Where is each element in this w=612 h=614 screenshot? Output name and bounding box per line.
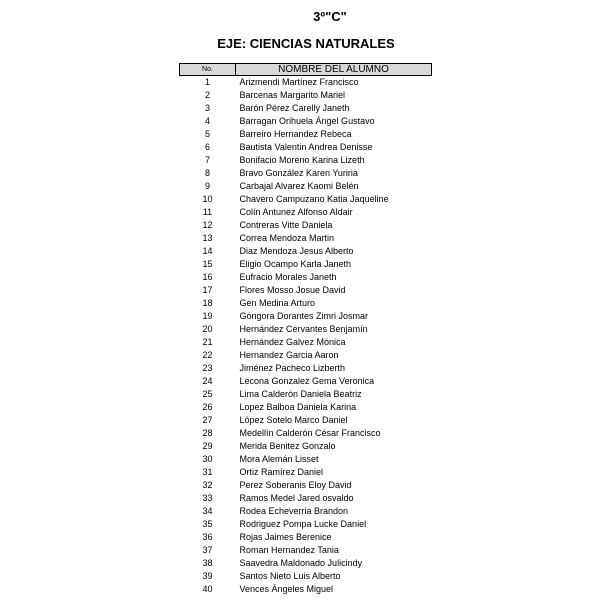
subject-title: EJE: CIENCIAS NATURALES bbox=[217, 36, 395, 51]
student-number: 28 bbox=[202, 428, 213, 438]
student-name: Lecona Gonzalez Gema Veronica bbox=[239, 376, 375, 386]
column-header-student-name: NOMBRE DEL ALUMNO bbox=[236, 64, 432, 76]
table-row bbox=[180, 544, 432, 557]
table-row bbox=[180, 505, 432, 518]
table-row bbox=[180, 570, 432, 583]
student-number: 6 bbox=[204, 142, 210, 152]
student-name: Saavedra Maldonado Julicindy bbox=[239, 558, 363, 568]
table-row bbox=[180, 219, 432, 232]
student-name: Diaz Mendoza Jesus Alberto bbox=[239, 246, 354, 256]
student-number: 3 bbox=[204, 103, 210, 113]
student-number: 33 bbox=[202, 493, 213, 503]
student-number: 26 bbox=[202, 402, 213, 412]
student-number: 35 bbox=[202, 519, 213, 529]
table-row bbox=[180, 167, 432, 180]
table-row bbox=[180, 531, 432, 544]
table-row bbox=[180, 414, 432, 427]
table-row bbox=[180, 466, 432, 479]
student-name: Eufracio Morales Janeth bbox=[239, 272, 337, 282]
table-row bbox=[180, 349, 432, 362]
student-number: 2 bbox=[204, 90, 210, 100]
student-number: 18 bbox=[202, 298, 213, 308]
student-name: Medellín Calderón César Francisco bbox=[239, 428, 381, 438]
student-name: Lopez Balboa Daniela Karina bbox=[239, 402, 357, 412]
student-number: 15 bbox=[202, 259, 213, 269]
table-row bbox=[180, 362, 432, 375]
student-number: 8 bbox=[204, 168, 210, 178]
student-name: Bravo González Karen Yuriria bbox=[239, 168, 358, 178]
student-name: Barcenas Margarito Mariel bbox=[239, 90, 346, 100]
table-row bbox=[180, 232, 432, 245]
student-name: Correa Mendoza Martin bbox=[239, 233, 335, 243]
table-row bbox=[180, 258, 432, 271]
table-row bbox=[180, 323, 432, 336]
student-number: 25 bbox=[202, 389, 213, 399]
student-number: 39 bbox=[202, 571, 213, 581]
student-name: Flores Mosso Josue David bbox=[239, 285, 346, 295]
student-number: 14 bbox=[202, 246, 213, 256]
table-row bbox=[180, 76, 432, 90]
student-number: 27 bbox=[202, 415, 213, 425]
student-name: Barón Pérez Carelly Janeth bbox=[239, 103, 350, 113]
table-row bbox=[180, 375, 432, 388]
student-number: 16 bbox=[202, 272, 213, 282]
table-row bbox=[180, 206, 432, 219]
student-name: Colín Antunez Alfonso Aldair bbox=[239, 207, 353, 217]
student-number: 24 bbox=[202, 376, 213, 386]
student-name: Hernandez Garcia Aaron bbox=[239, 350, 339, 360]
student-name: Góngora Dorantes Zimri Josmar bbox=[239, 311, 369, 321]
table-row bbox=[180, 89, 432, 102]
student-name: Merida Benitez Gonzalo bbox=[239, 441, 336, 451]
table-row bbox=[180, 115, 432, 128]
student-number: 4 bbox=[204, 116, 210, 126]
student-number: 32 bbox=[202, 480, 213, 490]
table-row bbox=[180, 492, 432, 505]
table-row bbox=[180, 128, 432, 141]
student-name: Hernández Galvez Mónica bbox=[239, 337, 346, 347]
column-header-number: No. bbox=[180, 64, 236, 76]
student-name: Barragan Orihuela Ángel Gustavo bbox=[239, 116, 375, 126]
table-row bbox=[180, 557, 432, 570]
table-row bbox=[180, 284, 432, 297]
table-row bbox=[180, 336, 432, 349]
student-name: Chavero Campuzano Katia Jaqueline bbox=[239, 194, 389, 204]
student-name: López Sotelo Marco Daniel bbox=[239, 415, 348, 425]
student-name: Bautista Valentin Andrea Denisse bbox=[239, 142, 373, 152]
student-number: 23 bbox=[202, 363, 213, 373]
student-name: Jiménez Pacheco Lizberth bbox=[239, 363, 346, 373]
student-number: 11 bbox=[202, 207, 213, 217]
student-number: 7 bbox=[204, 155, 210, 165]
student-name: Gen Medina Arturo bbox=[239, 298, 316, 308]
student-name: Rojas Jaimes Berenice bbox=[239, 532, 332, 542]
student-name: Vences Ángeles Miguel bbox=[239, 584, 334, 594]
student-number: 21 bbox=[202, 337, 213, 347]
table-row bbox=[180, 440, 432, 453]
student-number: 30 bbox=[202, 454, 213, 464]
student-number: 17 bbox=[202, 285, 213, 295]
table-row bbox=[180, 154, 432, 167]
table-row bbox=[180, 583, 432, 596]
student-number: 10 bbox=[202, 194, 213, 204]
student-name: Ramos Medel Jared osvaldo bbox=[239, 493, 354, 503]
table-row bbox=[180, 401, 432, 414]
table-row bbox=[180, 180, 432, 193]
student-number: 36 bbox=[202, 532, 213, 542]
table-row bbox=[180, 297, 432, 310]
table-row bbox=[180, 427, 432, 440]
student-name: Contreras Vitte Daniela bbox=[239, 220, 333, 230]
student-name: Mora Alemán Lisset bbox=[239, 454, 319, 464]
student-name: Bonifacio Moreno Karina Lizeth bbox=[239, 155, 365, 165]
student-number: 1 bbox=[204, 77, 210, 87]
table-body bbox=[180, 76, 432, 597]
table-row bbox=[180, 102, 432, 115]
table-row bbox=[180, 271, 432, 284]
table-header-row bbox=[180, 64, 432, 76]
table-row bbox=[180, 479, 432, 492]
student-number: 38 bbox=[202, 558, 213, 568]
student-name: Hernández Cervantes Benjamín bbox=[239, 324, 368, 334]
student-name: Santos Nieto Luis Alberto bbox=[239, 571, 341, 581]
group-title: 3º"C" bbox=[313, 9, 347, 24]
table-row bbox=[180, 518, 432, 531]
student-number: 20 bbox=[202, 324, 213, 334]
student-name: Arizmendi Martínez Francisco bbox=[239, 77, 359, 87]
student-name: Ortiz Ramírez Daniel bbox=[239, 467, 324, 477]
student-name: Perez Soberanis Eloy David bbox=[239, 480, 352, 490]
student-name: Roman Hernandez Tania bbox=[239, 545, 339, 555]
table-row bbox=[180, 310, 432, 323]
student-name: Carbajal Alvarez Kaomi Belén bbox=[239, 181, 359, 191]
student-name: Rodriguez Pompa Lucke Daniel bbox=[239, 519, 367, 529]
student-name: Barreiro Hernandez Rebeca bbox=[239, 129, 352, 139]
student-number: 5 bbox=[204, 129, 210, 139]
student-number: 31 bbox=[202, 467, 213, 477]
student-name: Lima Calderón Daniela Beatriz bbox=[239, 389, 362, 399]
table-row bbox=[180, 453, 432, 466]
table-row bbox=[180, 193, 432, 206]
student-number: 9 bbox=[204, 181, 210, 191]
student-number: 22 bbox=[202, 350, 213, 360]
student-number: 40 bbox=[202, 584, 213, 594]
table-row bbox=[180, 388, 432, 401]
student-number: 34 bbox=[202, 506, 213, 516]
student-number: 12 bbox=[202, 220, 213, 230]
student-name: Eligio Ocampo Karla Janeth bbox=[239, 259, 352, 269]
table-row bbox=[180, 245, 432, 258]
student-roster-table bbox=[179, 63, 432, 596]
student-number: 37 bbox=[202, 545, 213, 555]
student-number: 19 bbox=[202, 311, 213, 321]
table-row bbox=[180, 141, 432, 154]
student-number: 13 bbox=[202, 233, 213, 243]
student-name: Rodea Echeverria Brandon bbox=[239, 506, 349, 516]
student-number: 29 bbox=[202, 441, 213, 451]
